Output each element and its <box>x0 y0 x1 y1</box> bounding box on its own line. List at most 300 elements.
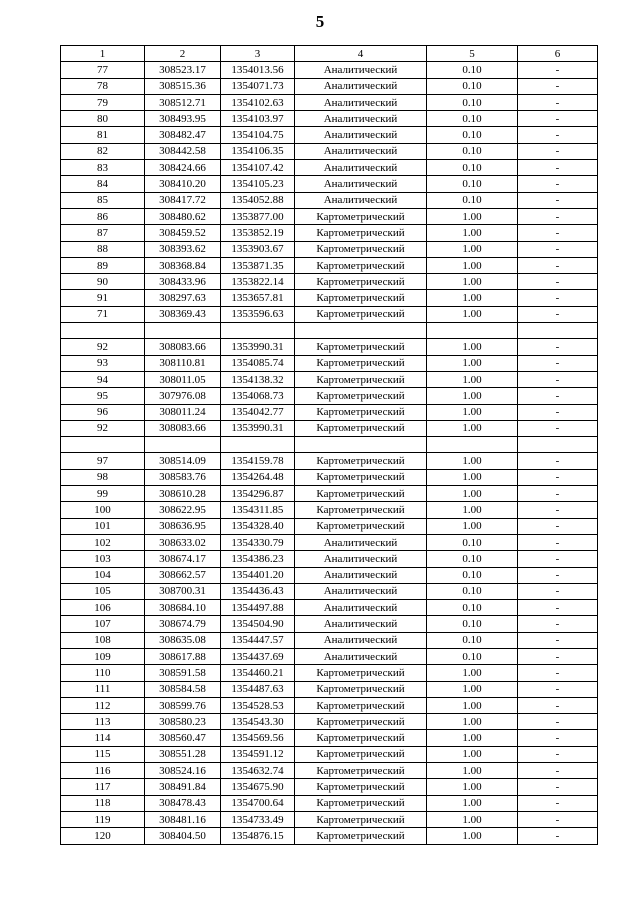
table-row <box>61 143 598 159</box>
method-cell: Картометрический <box>295 811 427 827</box>
method-cell: Картометрический <box>295 502 427 518</box>
table-row <box>61 388 598 404</box>
point-number-cell: 94 <box>61 371 145 387</box>
note-cell: - <box>518 160 598 176</box>
accuracy-cell: 1.00 <box>427 779 518 795</box>
y-coordinate-cell <box>221 437 295 453</box>
y-coordinate-cell: 1354330.79 <box>221 534 295 550</box>
accuracy-cell: 0.10 <box>427 534 518 550</box>
y-coordinate-cell: 1353596.63 <box>221 306 295 322</box>
header-cell: 2 <box>145 46 221 62</box>
note-cell: - <box>518 78 598 94</box>
table-row <box>61 518 598 534</box>
accuracy-cell: 0.10 <box>427 551 518 567</box>
x-coordinate-cell: 308599.76 <box>145 697 221 713</box>
point-number-cell: 90 <box>61 274 145 290</box>
method-cell: Картометрический <box>295 274 427 290</box>
table-row <box>61 763 598 779</box>
x-coordinate-cell: 308684.10 <box>145 600 221 616</box>
table-row <box>61 225 598 241</box>
accuracy-cell: 0.10 <box>427 583 518 599</box>
point-number-cell: 91 <box>61 290 145 306</box>
y-coordinate-cell: 1354013.56 <box>221 62 295 78</box>
method-cell <box>295 323 427 339</box>
method-cell: Картометрический <box>295 453 427 469</box>
x-coordinate-cell: 308368.84 <box>145 257 221 273</box>
accuracy-cell: 0.10 <box>427 192 518 208</box>
note-cell: - <box>518 62 598 78</box>
x-coordinate-cell: 308633.02 <box>145 534 221 550</box>
method-cell: Картометрический <box>295 697 427 713</box>
table-row <box>61 681 598 697</box>
method-cell: Аналитический <box>295 143 427 159</box>
y-coordinate-cell: 1354447.57 <box>221 632 295 648</box>
point-number-cell: 87 <box>61 225 145 241</box>
point-number-cell: 92 <box>61 420 145 436</box>
table-row <box>61 257 598 273</box>
x-coordinate-cell: 308622.95 <box>145 502 221 518</box>
point-number-cell: 102 <box>61 534 145 550</box>
accuracy-cell: 1.00 <box>427 730 518 746</box>
x-coordinate-cell: 308442.58 <box>145 143 221 159</box>
method-cell: Аналитический <box>295 62 427 78</box>
x-coordinate-cell: 308482.47 <box>145 127 221 143</box>
method-cell: Картометрический <box>295 225 427 241</box>
method-cell: Аналитический <box>295 600 427 616</box>
table-row <box>61 616 598 632</box>
x-coordinate-cell: 308459.52 <box>145 225 221 241</box>
method-cell: Картометрический <box>295 730 427 746</box>
accuracy-cell: 0.10 <box>427 567 518 583</box>
y-coordinate-cell: 1354328.40 <box>221 518 295 534</box>
table-row <box>61 583 598 599</box>
method-cell: Картометрический <box>295 371 427 387</box>
table-row <box>61 208 598 224</box>
note-cell: - <box>518 176 598 192</box>
method-cell: Картометрический <box>295 404 427 420</box>
note-cell: - <box>518 306 598 322</box>
point-number-cell: 108 <box>61 632 145 648</box>
note-cell: - <box>518 795 598 811</box>
table-row <box>61 78 598 94</box>
table-body <box>61 62 598 844</box>
y-coordinate-cell: 1354159.78 <box>221 453 295 469</box>
accuracy-cell: 0.10 <box>427 94 518 110</box>
note-cell: - <box>518 241 598 257</box>
x-coordinate-cell: 308297.63 <box>145 290 221 306</box>
y-coordinate-cell: 1354068.73 <box>221 388 295 404</box>
x-coordinate-cell: 308551.28 <box>145 746 221 762</box>
y-coordinate-cell: 1353871.35 <box>221 257 295 273</box>
note-cell: - <box>518 420 598 436</box>
method-cell: Аналитический <box>295 176 427 192</box>
y-coordinate-cell: 1354487.63 <box>221 681 295 697</box>
method-cell: Аналитический <box>295 94 427 110</box>
point-number-cell: 113 <box>61 714 145 730</box>
accuracy-cell: 0.10 <box>427 127 518 143</box>
table-row <box>61 339 598 355</box>
note-cell: - <box>518 648 598 664</box>
point-number-cell: 103 <box>61 551 145 567</box>
accuracy-cell: 0.10 <box>427 111 518 127</box>
header-cell: 6 <box>518 46 598 62</box>
y-coordinate-cell: 1354436.43 <box>221 583 295 599</box>
table-row <box>61 746 598 762</box>
method-cell: Картометрический <box>295 714 427 730</box>
method-cell: Аналитический <box>295 583 427 599</box>
method-cell: Аналитический <box>295 567 427 583</box>
table-row <box>61 665 598 681</box>
table-row <box>61 437 598 453</box>
point-number-cell: 96 <box>61 404 145 420</box>
y-coordinate-cell: 1354460.21 <box>221 665 295 681</box>
x-coordinate-cell: 308011.05 <box>145 371 221 387</box>
method-cell: Картометрический <box>295 290 427 306</box>
x-coordinate-cell: 308591.58 <box>145 665 221 681</box>
x-coordinate-cell: 308410.20 <box>145 176 221 192</box>
y-coordinate-cell: 1354071.73 <box>221 78 295 94</box>
accuracy-cell: 1.00 <box>427 763 518 779</box>
y-coordinate-cell: 1354107.42 <box>221 160 295 176</box>
method-cell: Картометрический <box>295 518 427 534</box>
accuracy-cell: 0.10 <box>427 648 518 664</box>
accuracy-cell: 1.00 <box>427 225 518 241</box>
accuracy-cell: 0.10 <box>427 632 518 648</box>
note-cell: - <box>518 632 598 648</box>
x-coordinate-cell <box>145 437 221 453</box>
x-coordinate-cell: 308674.79 <box>145 616 221 632</box>
x-coordinate-cell: 308662.57 <box>145 567 221 583</box>
accuracy-cell: 1.00 <box>427 208 518 224</box>
accuracy-cell: 1.00 <box>427 811 518 827</box>
accuracy-cell: 1.00 <box>427 665 518 681</box>
x-coordinate-cell: 308110.81 <box>145 355 221 371</box>
x-coordinate-cell: 308369.43 <box>145 306 221 322</box>
method-cell: Аналитический <box>295 111 427 127</box>
method-cell: Картометрический <box>295 420 427 436</box>
y-coordinate-cell: 1353990.31 <box>221 339 295 355</box>
x-coordinate-cell: 308478.43 <box>145 795 221 811</box>
table-row <box>61 323 598 339</box>
y-coordinate-cell: 1354700.64 <box>221 795 295 811</box>
note-cell: - <box>518 486 598 502</box>
accuracy-cell: 1.00 <box>427 388 518 404</box>
table-row <box>61 420 598 436</box>
x-coordinate-cell: 308700.31 <box>145 583 221 599</box>
accuracy-cell <box>427 437 518 453</box>
x-coordinate-cell: 308011.24 <box>145 404 221 420</box>
method-cell: Аналитический <box>295 632 427 648</box>
y-coordinate-cell: 1354497.88 <box>221 600 295 616</box>
point-number-cell: 92 <box>61 339 145 355</box>
table-row <box>61 176 598 192</box>
y-coordinate-cell: 1354105.23 <box>221 176 295 192</box>
y-coordinate-cell: 1354264.48 <box>221 469 295 485</box>
y-coordinate-cell: 1354543.30 <box>221 714 295 730</box>
table-row <box>61 290 598 306</box>
method-cell: Картометрический <box>295 681 427 697</box>
point-number-cell: 114 <box>61 730 145 746</box>
point-number-cell: 71 <box>61 306 145 322</box>
point-number-cell: 88 <box>61 241 145 257</box>
accuracy-cell: 1.00 <box>427 502 518 518</box>
note-cell: - <box>518 583 598 599</box>
point-number-cell: 118 <box>61 795 145 811</box>
y-coordinate-cell: 1354675.90 <box>221 779 295 795</box>
accuracy-cell: 1.00 <box>427 420 518 436</box>
table-row <box>61 371 598 387</box>
table-row <box>61 828 598 844</box>
y-coordinate-cell: 1353903.67 <box>221 241 295 257</box>
point-number-cell: 110 <box>61 665 145 681</box>
method-cell: Картометрический <box>295 257 427 273</box>
table-row <box>61 697 598 713</box>
x-coordinate-cell: 307976.08 <box>145 388 221 404</box>
y-coordinate-cell: 1354085.74 <box>221 355 295 371</box>
accuracy-cell: 0.10 <box>427 62 518 78</box>
note-cell: - <box>518 208 598 224</box>
accuracy-cell: 0.10 <box>427 78 518 94</box>
table-row <box>61 551 598 567</box>
point-number-cell: 93 <box>61 355 145 371</box>
table-row <box>61 502 598 518</box>
note-cell: - <box>518 828 598 844</box>
x-coordinate-cell: 308491.84 <box>145 779 221 795</box>
method-cell: Аналитический <box>295 78 427 94</box>
point-number-cell: 109 <box>61 648 145 664</box>
point-number-cell: 120 <box>61 828 145 844</box>
table-row <box>61 730 598 746</box>
point-number-cell: 111 <box>61 681 145 697</box>
note-cell: - <box>518 388 598 404</box>
x-coordinate-cell: 308610.28 <box>145 486 221 502</box>
accuracy-cell: 1.00 <box>427 371 518 387</box>
note-cell: - <box>518 111 598 127</box>
table-row <box>61 811 598 827</box>
note-cell: - <box>518 355 598 371</box>
point-number-cell <box>61 323 145 339</box>
point-number-cell: 80 <box>61 111 145 127</box>
x-coordinate-cell: 308515.36 <box>145 78 221 94</box>
point-number-cell: 107 <box>61 616 145 632</box>
point-number-cell: 105 <box>61 583 145 599</box>
table-header-row <box>61 46 598 62</box>
table-row <box>61 534 598 550</box>
point-number-cell: 89 <box>61 257 145 273</box>
accuracy-cell: 0.10 <box>427 616 518 632</box>
y-coordinate-cell: 1354386.23 <box>221 551 295 567</box>
point-number-cell: 86 <box>61 208 145 224</box>
method-cell: Картометрический <box>295 355 427 371</box>
table-row <box>61 62 598 78</box>
note-cell: - <box>518 551 598 567</box>
y-coordinate-cell: 1354296.87 <box>221 486 295 502</box>
table-row <box>61 779 598 795</box>
y-coordinate-cell: 1354311.85 <box>221 502 295 518</box>
table-row <box>61 648 598 664</box>
note-cell: - <box>518 502 598 518</box>
method-cell: Аналитический <box>295 616 427 632</box>
y-coordinate-cell: 1354876.15 <box>221 828 295 844</box>
point-number-cell: 79 <box>61 94 145 110</box>
y-coordinate-cell: 1354104.75 <box>221 127 295 143</box>
table-row <box>61 127 598 143</box>
y-coordinate-cell: 1354528.53 <box>221 697 295 713</box>
x-coordinate-cell: 308636.95 <box>145 518 221 534</box>
x-coordinate-cell: 308560.47 <box>145 730 221 746</box>
point-number-cell: 82 <box>61 143 145 159</box>
method-cell <box>295 437 427 453</box>
note-cell: - <box>518 763 598 779</box>
method-cell: Картометрический <box>295 779 427 795</box>
table-row <box>61 795 598 811</box>
y-coordinate-cell: 1354052.88 <box>221 192 295 208</box>
table-row <box>61 274 598 290</box>
point-number-cell: 83 <box>61 160 145 176</box>
method-cell: Аналитический <box>295 551 427 567</box>
x-coordinate-cell: 308584.58 <box>145 681 221 697</box>
y-coordinate-cell: 1354138.32 <box>221 371 295 387</box>
x-coordinate-cell: 308524.16 <box>145 763 221 779</box>
x-coordinate-cell: 308480.62 <box>145 208 221 224</box>
method-cell: Картометрический <box>295 486 427 502</box>
note-cell: - <box>518 371 598 387</box>
table-row <box>61 192 598 208</box>
table-row <box>61 469 598 485</box>
x-coordinate-cell: 308083.66 <box>145 339 221 355</box>
table-row <box>61 355 598 371</box>
x-coordinate-cell: 308433.96 <box>145 274 221 290</box>
note-cell: - <box>518 404 598 420</box>
accuracy-cell: 0.10 <box>427 143 518 159</box>
note-cell <box>518 437 598 453</box>
point-number-cell: 95 <box>61 388 145 404</box>
y-coordinate-cell: 1353822.14 <box>221 274 295 290</box>
note-cell: - <box>518 811 598 827</box>
table-row <box>61 567 598 583</box>
accuracy-cell: 0.10 <box>427 160 518 176</box>
accuracy-cell: 1.00 <box>427 453 518 469</box>
x-coordinate-cell: 308512.71 <box>145 94 221 110</box>
point-number-cell <box>61 437 145 453</box>
y-coordinate-cell: 1354437.69 <box>221 648 295 664</box>
point-number-cell: 78 <box>61 78 145 94</box>
y-coordinate-cell: 1353990.31 <box>221 420 295 436</box>
accuracy-cell <box>427 323 518 339</box>
note-cell: - <box>518 714 598 730</box>
note-cell: - <box>518 518 598 534</box>
note-cell: - <box>518 469 598 485</box>
point-number-cell: 85 <box>61 192 145 208</box>
x-coordinate-cell: 308083.66 <box>145 420 221 436</box>
header-cell: 1 <box>61 46 145 62</box>
note-cell: - <box>518 290 598 306</box>
note-cell: - <box>518 730 598 746</box>
x-coordinate-cell: 308493.95 <box>145 111 221 127</box>
accuracy-cell: 1.00 <box>427 469 518 485</box>
page-number: 5 <box>315 12 325 31</box>
method-cell: Картометрический <box>295 469 427 485</box>
method-cell: Картометрический <box>295 828 427 844</box>
note-cell: - <box>518 665 598 681</box>
y-coordinate-cell: 1353852.19 <box>221 225 295 241</box>
note-cell: - <box>518 600 598 616</box>
accuracy-cell: 1.00 <box>427 404 518 420</box>
note-cell: - <box>518 127 598 143</box>
accuracy-cell: 0.10 <box>427 176 518 192</box>
y-coordinate-cell: 1354504.90 <box>221 616 295 632</box>
table-row <box>61 404 598 420</box>
point-number-cell: 104 <box>61 567 145 583</box>
point-number-cell: 77 <box>61 62 145 78</box>
point-number-cell: 97 <box>61 453 145 469</box>
point-number-cell: 115 <box>61 746 145 762</box>
method-cell: Картометрический <box>295 241 427 257</box>
y-coordinate-cell: 1354106.35 <box>221 143 295 159</box>
method-cell: Аналитический <box>295 534 427 550</box>
point-number-cell: 98 <box>61 469 145 485</box>
note-cell: - <box>518 453 598 469</box>
x-coordinate-cell: 308583.76 <box>145 469 221 485</box>
point-number-cell: 81 <box>61 127 145 143</box>
accuracy-cell: 1.00 <box>427 746 518 762</box>
y-coordinate-cell: 1354591.12 <box>221 746 295 762</box>
table-row <box>61 600 598 616</box>
method-cell: Картометрический <box>295 746 427 762</box>
point-number-cell: 84 <box>61 176 145 192</box>
header-cell: 3 <box>221 46 295 62</box>
accuracy-cell: 1.00 <box>427 795 518 811</box>
table-row <box>61 486 598 502</box>
note-cell: - <box>518 192 598 208</box>
method-cell: Аналитический <box>295 127 427 143</box>
note-cell <box>518 323 598 339</box>
note-cell: - <box>518 616 598 632</box>
x-coordinate-cell: 308404.50 <box>145 828 221 844</box>
note-cell: - <box>518 225 598 241</box>
x-coordinate-cell: 308674.17 <box>145 551 221 567</box>
y-coordinate-cell: 1354103.97 <box>221 111 295 127</box>
x-coordinate-cell: 308635.08 <box>145 632 221 648</box>
point-number-cell: 117 <box>61 779 145 795</box>
accuracy-cell: 1.00 <box>427 306 518 322</box>
method-cell: Картометрический <box>295 306 427 322</box>
header-cell: 5 <box>427 46 518 62</box>
coordinates-table <box>60 45 598 845</box>
table-row <box>61 306 598 322</box>
y-coordinate-cell: 1354042.77 <box>221 404 295 420</box>
method-cell: Картометрический <box>295 208 427 224</box>
point-number-cell: 116 <box>61 763 145 779</box>
note-cell: - <box>518 681 598 697</box>
table-row <box>61 453 598 469</box>
note-cell: - <box>518 143 598 159</box>
accuracy-cell: 1.00 <box>427 714 518 730</box>
method-cell: Картометрический <box>295 763 427 779</box>
note-cell: - <box>518 779 598 795</box>
note-cell: - <box>518 257 598 273</box>
accuracy-cell: 1.00 <box>427 697 518 713</box>
method-cell: Аналитический <box>295 160 427 176</box>
y-coordinate-cell: 1354569.56 <box>221 730 295 746</box>
x-coordinate-cell: 308514.09 <box>145 453 221 469</box>
accuracy-cell: 1.00 <box>427 241 518 257</box>
note-cell: - <box>518 534 598 550</box>
accuracy-cell: 1.00 <box>427 486 518 502</box>
x-coordinate-cell: 308481.16 <box>145 811 221 827</box>
accuracy-cell: 1.00 <box>427 518 518 534</box>
x-coordinate-cell: 308617.88 <box>145 648 221 664</box>
